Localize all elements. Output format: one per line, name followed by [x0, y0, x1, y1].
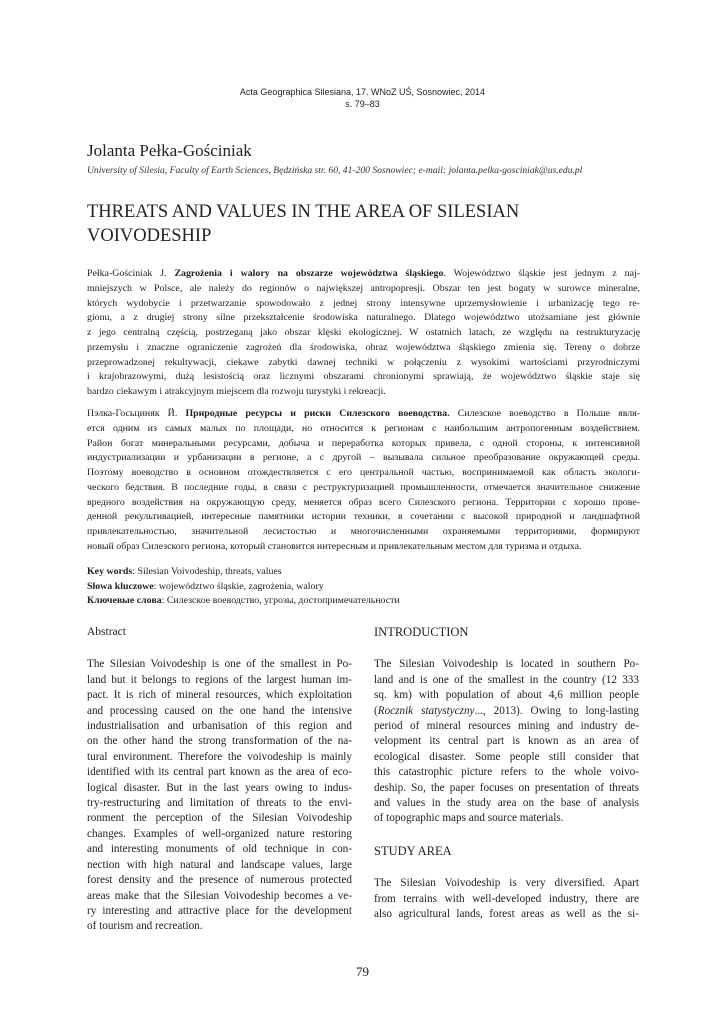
title-line: THREATS AND VALUES IN THE AREA OF SILESIAN — [87, 202, 520, 222]
abstract-line: новый образ Силезского региона, который становится интересным и привлекательным местом для туризма и отдыха. — [87, 540, 582, 552]
abstract-line: Силезское воеводство в Польше явля- — [449, 408, 640, 419]
keywords-pl: Słowa kluczowe: województwo śląskie, zagrożenia, walory — [87, 580, 324, 592]
page-number: 79 — [356, 964, 369, 979]
abstract-citation: Pełka-Gościniak J. — [87, 268, 175, 279]
keywords-en: Key words: Silesian Voivodeship, threats, values — [87, 566, 282, 577]
abstract-line: ется одним из самых малых по площади, но относится к регионам с наибольшим антропогенным воздействием. — [87, 422, 640, 434]
left-column — [87, 625, 352, 935]
study-area-text: The Silesian Voivodeship is very diversified. Apart from terrains with well-developed industry, there are also agricultural lands, forest areas as well as the si- — [374, 877, 639, 921]
journal-citation: Acta Geographica Silesiana, 17. WNoZ UŚ, Sosnowiec, 2014 — [239, 87, 486, 97]
abstract-line: ческого бедствия. В последние годы, в связи с реструктуризацией промышленности, отмечается значительное снижение — [87, 481, 640, 493]
abstract-line: gionu, a z drugiej strony silne przekształcenie środowiska naturalnego. Dlatego województwo utożsamiane jest głównie — [87, 312, 640, 324]
page-range: s. 79–83 — [345, 99, 380, 109]
abstract-line: mniejszych w Polsce, ale należy do regionów o największej antropopresji. Obszar ten jest bogaty w surowce mineralne, — [87, 282, 640, 294]
abstract-line: przemysłu i znaczne ograniczenie zagrożeń dla środowiska, obraz województwa śląskiego zmienia się. Tereny o dobrze — [87, 341, 640, 353]
paper-title — [87, 200, 647, 248]
abstract-citation: Пэлка-Госьциняк Й. — [87, 408, 186, 419]
abstract-line: индустриализации и урбанизации в регионе, а с другой – вызывала сильное преобразование окружающей среды. — [87, 452, 640, 464]
polish-abstract — [87, 267, 640, 400]
abstract-line: i krajobrazowymi, dużą lesistością oraz licznymi obszarami chronionymi sprawiają, że województwo śląskie staje się — [87, 371, 640, 383]
abstract-line: bardzo ciekawym i atrakcyjnym miejscem dla rozwoju turystyki i rekreacji. — [87, 386, 386, 397]
keywords-ru: Ключевые слова: Силезское воеводство, угрозы, достопримечательности — [87, 595, 400, 606]
abstract-line: przeprowadzonej rekultywacji, ciekawe zabytki dawnej techniki w połączeniu z wysokimi wartościami przyrodniczymi — [87, 356, 640, 368]
title-line: VOIVODESHIP — [87, 226, 212, 246]
abstract-line: Поэтому воеводство в основном отождествляется с его центральной частью, воспринимаемой как область экологи- — [87, 467, 640, 478]
author-name: Jolanta Pełka-Gościniak — [87, 141, 252, 160]
abstract-line: вредного воздействия на окружающую среду, меняется образ всего Силезского региона. Территории с хорошо прове- — [87, 496, 640, 508]
introduction-text: The Silesian Voivodeship is located in southern Po- land and is one of the smallest in the country (12 333 sq. km) with population of about 4,6 million people (Rocznik statystyczny..., 2013). Owing to long-lasting period of mineral resources mining and industry de- velopment its central part is known as an area of ecological disaster. Some people still consider that this catastrophic picture refers to the whole voivo- deship. So, the paper focuses on presentation of threats and values in the study area on the base of analysis of topographic maps and source materials. — [374, 658, 639, 825]
study-area-heading: STUDY AREA — [374, 843, 452, 858]
abstract-line: денной рекультивацией, интересные памятники истории техники, в сочетании с высокой природной и ландшафтной — [87, 511, 640, 523]
author-affiliation: University of Silesia, Faculty of Earth Sciences, Będzińska str. 60, 41-200 Sosnowiec; e-mail: jolanta.pelka-gosciniak@us.edu.pl — [87, 165, 583, 176]
abstract-line: z jego centralną częścią, postrzeganą jako obszar klęski ekologicznej. W ostatnich latach, ze względu na restrukturyzację — [87, 327, 640, 338]
right-column — [374, 625, 639, 923]
keywords-block — [87, 565, 640, 609]
abstract-line: Район богат минеральными ресурсами, добыча и переработка которых привела, с одной стороны, к интенсивной — [87, 437, 640, 449]
english-abstract: The Silesian Voivodeship is one of the smallest in Po- land but it belongs to regions of the largest human im- pact. It is rich of mineral resources, which exploitation and processing caused on the one hand the intensive industrialisation and urbanisation of this region and on the other hand the strong transformation of the na- tural environment. Therefore the voivodeship is mainly identified with its central part known as the area of eco- logical disaster. But in the last years owing to indus- try-restructuring and limitation of threats to the envi- ronment the perception of the Silesian Voivodeship changes. Examples of well-organized nature restoring and interesting monuments of old technique in con- nection with high natural and landscape values, large forest density and the presence of numerous protected areas make that the Silesian Voivodeship becomes a ve- ry interesting and attractive place for the development of tourism and recreation. — [87, 658, 352, 933]
abstract-title: Природные ресурсы и риски Силезского воеводства. — [185, 408, 450, 419]
abstract-heading: Abstract — [87, 626, 126, 638]
abstract-line: привлекательностью, значительной лесистостью и многочисленными охраняемыми территориями, формируют — [87, 526, 640, 537]
abstract-line: . Województwo śląskie jest jednym z naj- — [443, 268, 640, 279]
russian-abstract — [87, 407, 640, 555]
introduction-heading: INTRODUCTION — [374, 625, 469, 639]
abstract-line: których wydobycie i przetwarzanie spowodowało z jednej strony intensywne uprzemysłowienie i urbanizację tego re- — [87, 297, 640, 309]
abstract-title: Zagrożenia i walory na obszarze województwa śląskiego — [174, 268, 444, 279]
